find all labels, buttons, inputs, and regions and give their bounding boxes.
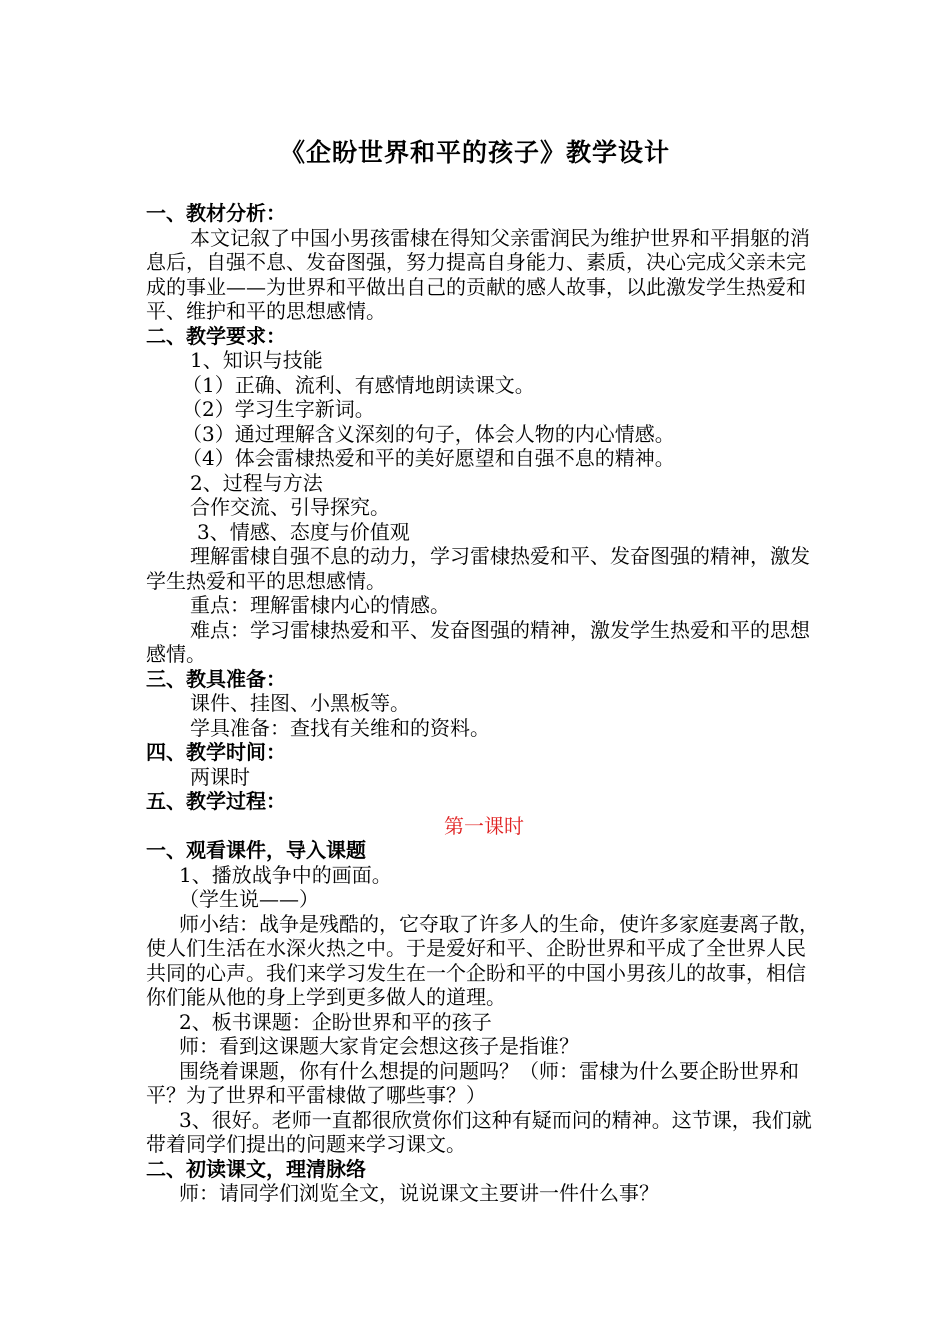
process-line: 1、播放战争中的画面。 [179, 862, 392, 887]
requirement-sub-process: 2、过程与方法 [190, 470, 323, 495]
process-line: （学生说——） [179, 887, 319, 911]
document-body [146, 201, 822, 1206]
difficult-point: 难点：学习雷棣热爱和平、发奋图强的精神，激发学生热爱和平的思想感情。 [146, 617, 810, 666]
requirement-item: （3）通过理解含义深刻的句子，体会人物的内心情感。 [182, 421, 675, 446]
process-line: 3、很好。老师一直都很欣赏你们这种有疑而问的精神。这节课，我们就带着同学们提出的问题来学习课文。 [146, 1107, 812, 1156]
key-point: 重点：理解雷棣内心的情感。 [190, 593, 450, 617]
requirement-sub-knowledge: 1、知识与技能 [190, 348, 323, 372]
process-line: 围绕着课题，你有什么想提的问题吗？（师：雷棣为什么要企盼世界和平？为了世界和平雷棣做了哪些事？） [146, 1058, 799, 1107]
part-heading-intro: 一、观看课件，导入课题 [146, 838, 366, 862]
section-heading-materials: 一、教材分析： [146, 201, 286, 225]
requirement-item: （4）体会雷棣热爱和平的美好愿望和自强不息的精神。 [182, 446, 675, 470]
section-heading-process: 五、教学过程： [146, 789, 286, 813]
requirement-process-text: 合作交流、引导探究。 [190, 495, 390, 519]
requirement-item: （1）正确、流利、有感情地朗读课文。 [182, 372, 535, 397]
process-line: 师：看到这课题大家肯定会想这孩子是指谁？ [179, 1034, 579, 1058]
time-text: 两课时 [190, 764, 250, 789]
student-tools-line: 学具准备：查找有关维和的资料。 [190, 715, 490, 740]
part-heading-reading: 二、初读课文，理清脉络 [146, 1156, 366, 1181]
section-heading-requirements: 二、教学要求： [146, 323, 286, 348]
section-heading-time: 四、教学时间： [146, 740, 286, 764]
process-line: 师：请同学们浏览全文，说说课文主要讲一件什么事？ [179, 1181, 659, 1205]
requirement-item: （2）学习生字新词。 [182, 397, 375, 421]
section-heading-tools: 三、教具准备： [146, 666, 286, 691]
process-line: 2、板书课题：企盼世界和平的孩子 [179, 1009, 492, 1034]
requirement-sub-emotion: 3、情感、态度与价值观 [197, 519, 410, 544]
materials-paragraph: 本文记叙了中国小男孩雷棣在得知父亲雷润民为维护世界和平捐躯的消息后，自强不息、发奋图强，努力提高自身能力、素质，决心完成父亲未完成的事业——为世界和平做出自己的贡献的感人故事，以此激发学生热爱和平、维护和平的思想感情。 [146, 225, 810, 323]
tools-line: 课件、挂图、小黑板等。 [190, 691, 410, 715]
requirement-emotion-text: 理解雷棣自强不息的动力，学习雷棣热爱和平、发奋图强的精神，激发学生热爱和平的思想感情。 [146, 544, 810, 593]
lesson-label: 第一课时 [444, 813, 524, 838]
teacher-summary: 师小结：战争是残酷的，它夺取了许多人的生命，使许多家庭妻离子散，使人们生活在水深火热之中。于是爱好和平、企盼世界和平成了全世界人民共同的心声。我们来学习发生在一个企盼和平的中国小男孩儿的故事，相信你们能从他的身上学到更多做人的道理。 [146, 911, 819, 1009]
document-title: 《企盼世界和平的孩子》教学设计 [279, 138, 670, 167]
